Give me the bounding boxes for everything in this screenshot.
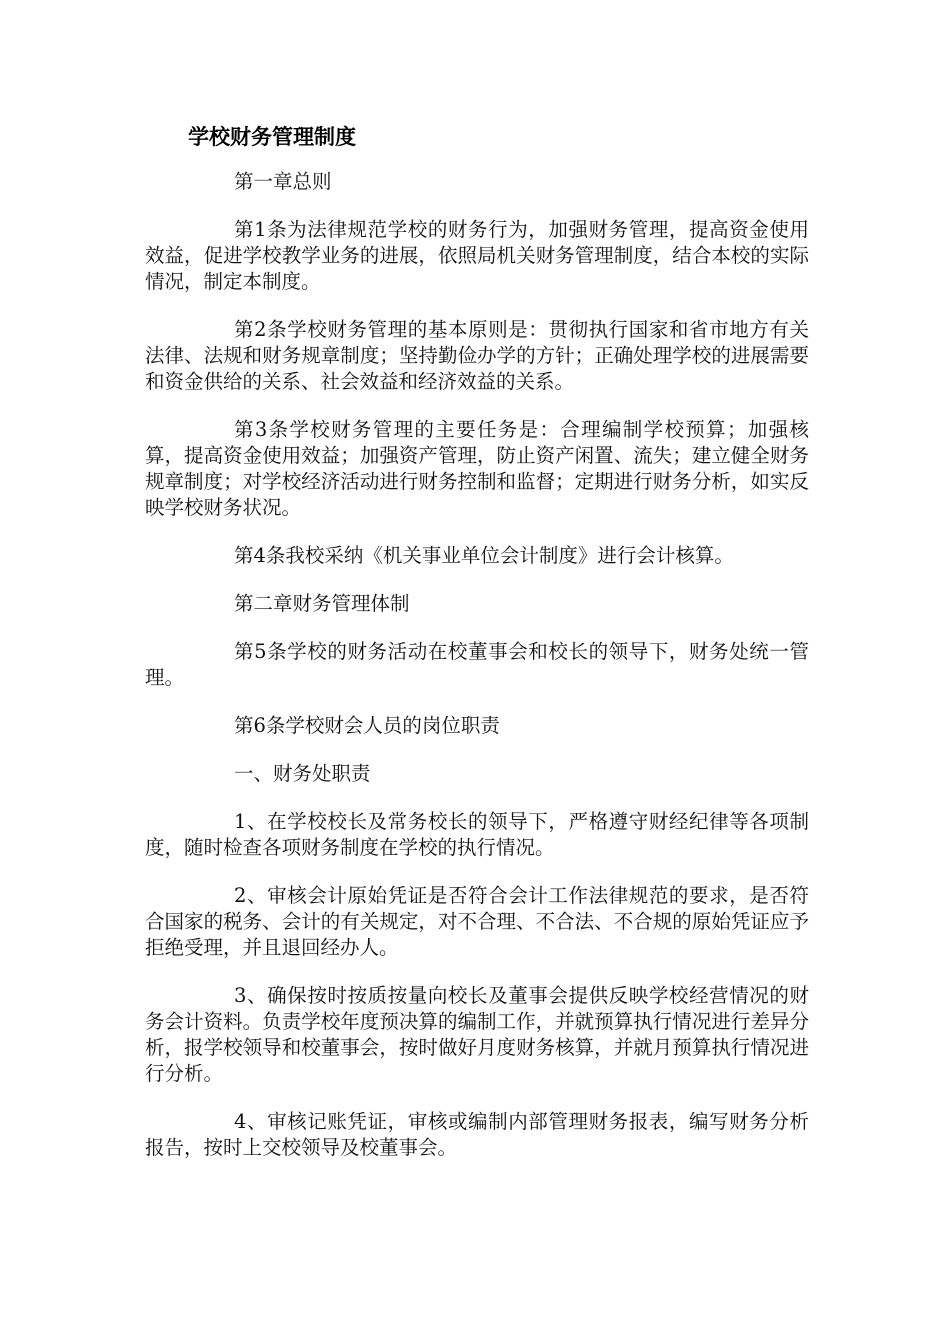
list-item: 2、审核会计原始凭证是否符合会计工作法律规范的要求，是否符合国家的税务、会计的有关规定，对不合理、不合法、不合规的原始凭证应予拒绝受理，并且退回经办人。 <box>145 884 809 959</box>
article-paragraph: 第4条我校采纳《机关事业单位会计制度》进行会计核算。 <box>234 544 734 567</box>
article-paragraph: 第3条学校财务管理的主要任务是：合理编制学校预算；加强核算，提高资金使用效益；加强资产管理，防止资产闲置、流失；建立健全财务规章制度；对学校经济活动进行财务控制和监督；定期进行财务分析，如实反映学校财务状况。 <box>145 418 809 519</box>
article-paragraph: 第6条学校财会人员的岗位职责 <box>234 714 500 737</box>
article-paragraph: 第1条为法律规范学校的财务行为，加强财务管理，提高资金使用效益，促进学校教学业务的进展，依照局机关财务管理制度，结合本校的实际情况，制定本制度。 <box>145 218 809 293</box>
chapter-heading: 第二章财务管理体制 <box>234 592 410 615</box>
article-paragraph: 第5条学校的财务活动在校董事会和校长的领导下，财务处统一管理。 <box>145 640 809 689</box>
chapter-heading: 第一章总则 <box>234 170 332 193</box>
document-title: 学校财务管理制度 <box>188 125 356 149</box>
list-item: 1、在学校校长及常务校长的领导下，严格遵守财经纪律等各项制度，随时检查各项财务制度在学校的执行情况。 <box>145 810 809 859</box>
list-item: 4、审核记账凭证，审核或编制内部管理财务报表，编写财务分析报告，按时上交校领导及校董事会。 <box>145 1110 809 1159</box>
document-body <box>145 169 809 1183</box>
list-item: 3、确保按时按质按量向校长及董事会提供反映学校经营情况的财务会计资料。负责学校年度预决算的编制工作，并就预算执行情况进行差异分析，报学校领导和校董事会，按时做好月度财务核算，并就月预算执行情况进行分析。 <box>145 984 809 1085</box>
article-paragraph: 第2条学校财务管理的基本原则是：贯彻执行国家和省市地方有关法律、法规和财务规章制度；坚持勤俭办学的方针；正确处理学校的进展需要和资金供给的关系、社会效益和经济效益的关系。 <box>145 318 809 393</box>
section-heading: 一、财务处职责 <box>234 762 371 785</box>
